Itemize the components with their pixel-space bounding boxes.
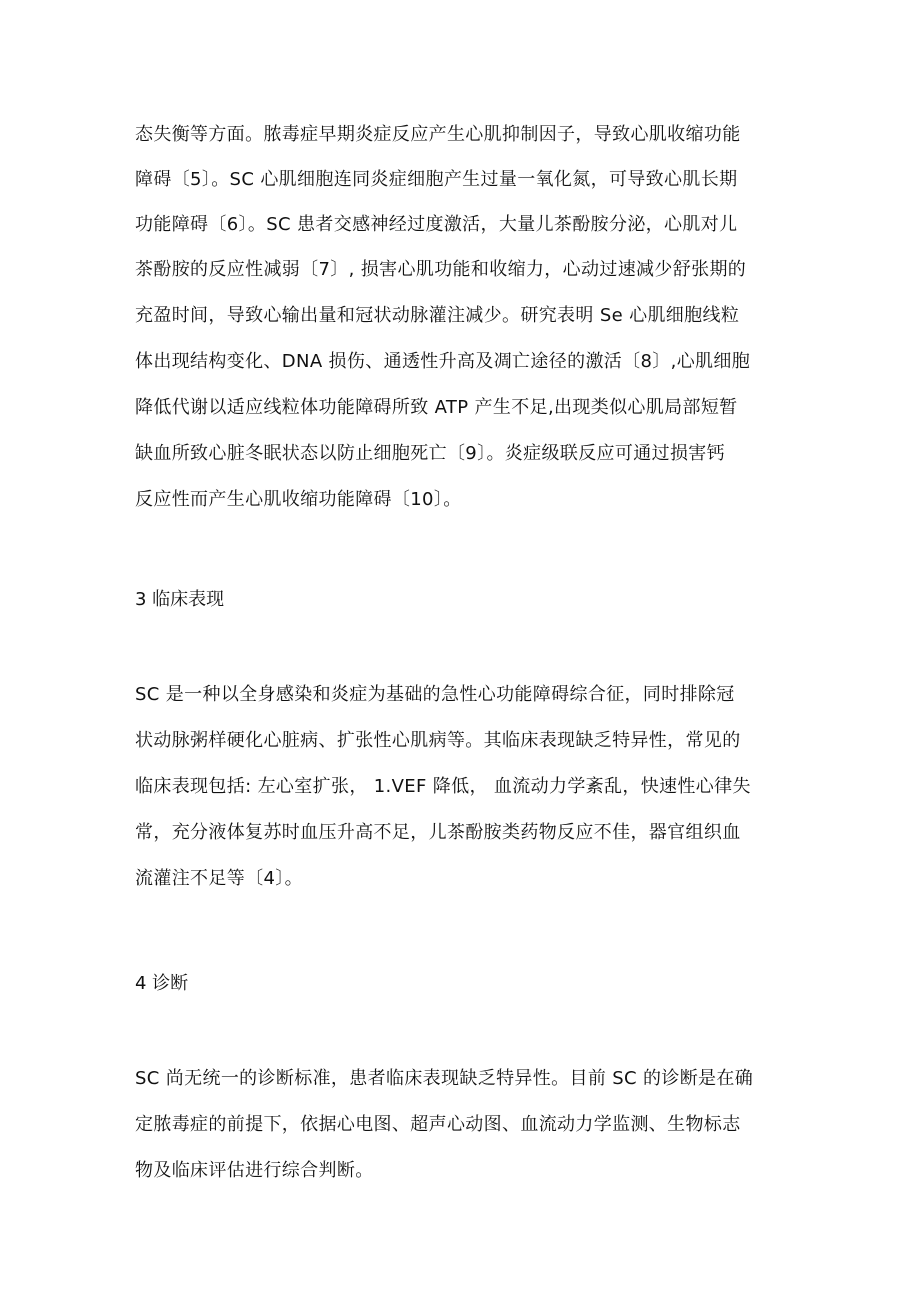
paragraph-1-line-4: 茶酚胺的反应性减弱〔7〕, 损害心肌功能和收缩力，心动过速减少舒张期的 [135,259,747,280]
paragraph-2-line-1: SC 是一种以全身感染和炎症为基础的急性心功能障碍综合征，同时排除冠 [135,684,735,705]
paragraph-1-line-5: 充盈时间，导致心输出量和冠状动脉灌注减少。研究表明 Se 心肌细胞线粒 [135,305,740,326]
paragraph-3-line-1: SC 尚无统一的诊断标准，患者临床表现缺乏特异性。目前 SC 的诊断是在确 [135,1068,754,1089]
paragraph-1-line-6: 体出现结构变化、DNA 损伤、通透性升高及凋亡途径的激活〔8〕,心肌细胞 [135,351,751,372]
paragraph-2-line-5: 流灌注不足等〔4〕。 [135,868,303,889]
paragraph-1-line-9: 反应性而产生心肌收缩功能障碍〔10〕。 [135,489,462,510]
paragraph-3-line-2: 定脓毒症的前提下，依据心电图、超声心动图、血流动力学监测、生物标志 [135,1114,741,1135]
paragraph-1-line-1: 态失衡等方面。脓毒症早期炎症反应产生心肌抑制因子，导致心肌收缩功能 [135,124,741,145]
paragraph-1-line-2: 障碍〔5〕。SC 心肌细胞连同炎症细胞产生过量一氧化氮，可导致心肌长期 [135,169,738,190]
paragraph-1-line-3: 功能障碍〔6〕。SC 患者交感神经过度激活，大量儿茶酚胺分泌，心肌对儿 [135,214,738,235]
paragraph-3-line-3: 物及临床评估进行综合判断。 [135,1160,374,1181]
section-heading-diagnosis: 4 诊断 [135,973,189,994]
section-heading-clinical-manifestations: 3 临床表现 [135,589,225,610]
paragraph-2-line-4: 常，充分液体复苏时血压升高不足，儿茶酚胺类药物反应不佳，器官组织血 [135,822,741,843]
paragraph-2-line-3: 临床表现包括: 左心室扩张， 1.VEF 降低， 血流动力学紊乱，快速性心律失 [135,776,751,797]
paragraph-2-line-2: 状动脉粥样硬化心脏病、扩张性心肌病等。其临床表现缺乏特异性，常见的 [135,730,741,751]
paragraph-1-line-8: 缺血所致心脏冬眠状态以防止细胞死亡〔9〕。炎症级联反应可通过损害钙 [135,443,725,464]
paragraph-1-line-7: 降低代谢以适应线粒体功能障碍所致 ATP 产生不足,出现类似心肌局部短暂 [135,397,738,418]
